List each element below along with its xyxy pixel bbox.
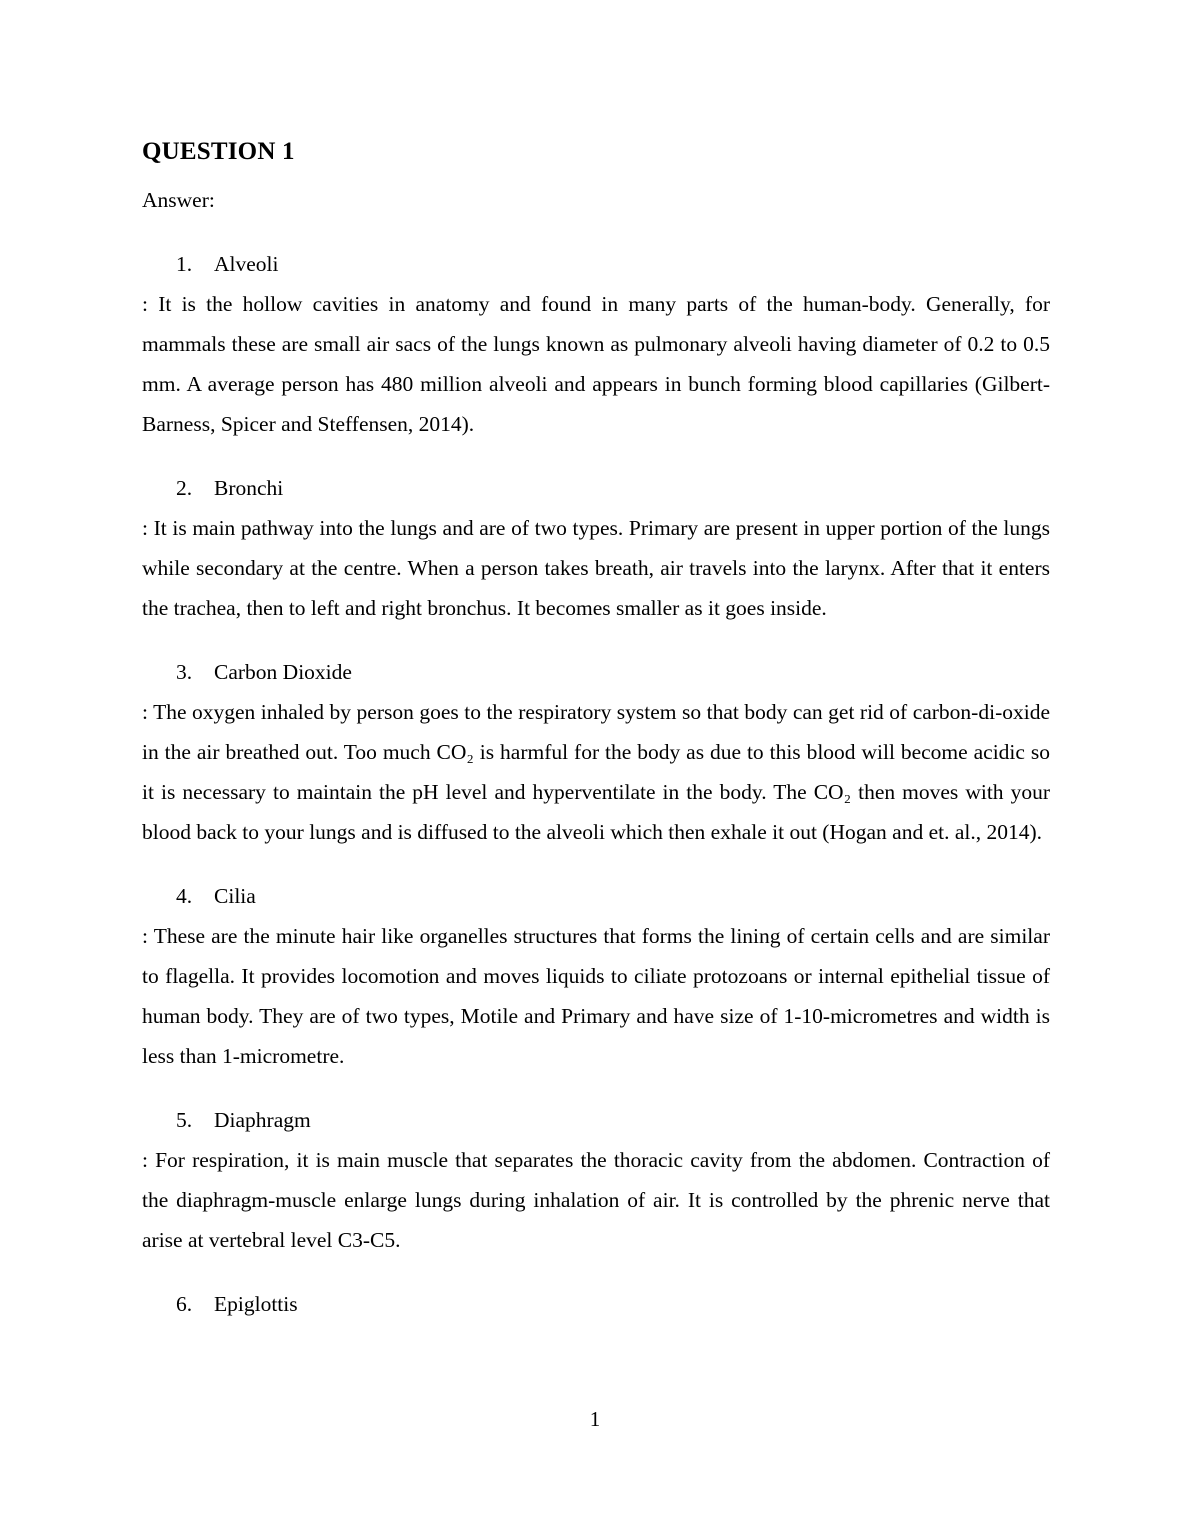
item-heading: [142, 876, 1050, 916]
list-item-bronchi: [142, 468, 1050, 628]
item-body: : The oxygen inhaled by person goes to the respiratory system so that body can get rid of carbon-di-oxide in the air breathed out. Too much CO₂ is harmful for the body as due to this blood will become acidic so it is necessary to maintain the pH level and hyperventilate in the body. The CO₂ then moves with your blood back to your lungs and is diffused to the alveoli which then exhale it out (Hogan and et. al., 2014).: [142, 700, 1050, 844]
page-number: 1: [589, 1407, 601, 1431]
list-item-cilia: [142, 876, 1050, 1076]
list-item-alveoli: [142, 244, 1050, 444]
item-body: : These are the minute hair like organelles structures that forms the lining of certain cells and are similar to flagella. It provides locomotion and moves liquids to ciliate protozoans or internal epithelial tissue of human body. They are of two types, Motile and Primary and have size of 1-10-micrometres and width is less than 1-micrometre.: [142, 924, 1050, 1068]
item-term: Alveoli: [214, 252, 279, 276]
item-body: : It is main pathway into the lungs and are of two types. Primary are present in upper portion of the lungs while secondary at the centre. When a person takes breath, air travels into the larynx. After that it enters the trachea, then to left and right bronchus. It becomes smaller as it goes inside.: [142, 516, 1050, 620]
item-heading: [142, 652, 1050, 692]
item-body: : For respiration, it is main muscle that separates the thoracic cavity from the abdomen. Contraction of the diaphragm-muscle enlarge lungs during inhalation of air. It is controlled by the phrenic nerve that arise at vertebral level C3-C5.: [142, 1148, 1050, 1252]
question-title: QUESTION 1: [142, 138, 295, 165]
item-number: 4.: [176, 884, 193, 908]
item-number: 3.: [176, 660, 193, 684]
item-term: Bronchi: [214, 476, 284, 500]
item-body: : It is the hollow cavities in anatomy and found in many parts of the human-body. Generally, for mammals these are small air sacs of the lungs known as pulmonary alveoli having diameter of 0.2 to 0.5 mm. A average person has 480 million alveoli and appears in bunch forming blood capillaries (Gilbert-Barness, Spicer and Steffensen, 2014).: [142, 292, 1050, 436]
list-item-epiglottis: [142, 1284, 1050, 1324]
item-heading: [142, 244, 1050, 284]
answer-label: Answer:: [142, 188, 215, 212]
item-number: 1.: [176, 252, 193, 276]
item-term: Cilia: [214, 884, 256, 908]
list-item-diaphragm: [142, 1100, 1050, 1260]
item-term: Carbon Dioxide: [214, 660, 352, 684]
item-term: Diaphragm: [214, 1108, 311, 1132]
item-term: Epiglottis: [214, 1292, 298, 1316]
item-number: 2.: [176, 476, 193, 500]
item-heading: [142, 1100, 1050, 1140]
item-number: 6.: [176, 1292, 193, 1316]
item-heading: [142, 1284, 1050, 1324]
item-heading: [142, 468, 1050, 508]
item-number: 5.: [176, 1108, 193, 1132]
list-item-carbon-dioxide: [142, 652, 1050, 852]
